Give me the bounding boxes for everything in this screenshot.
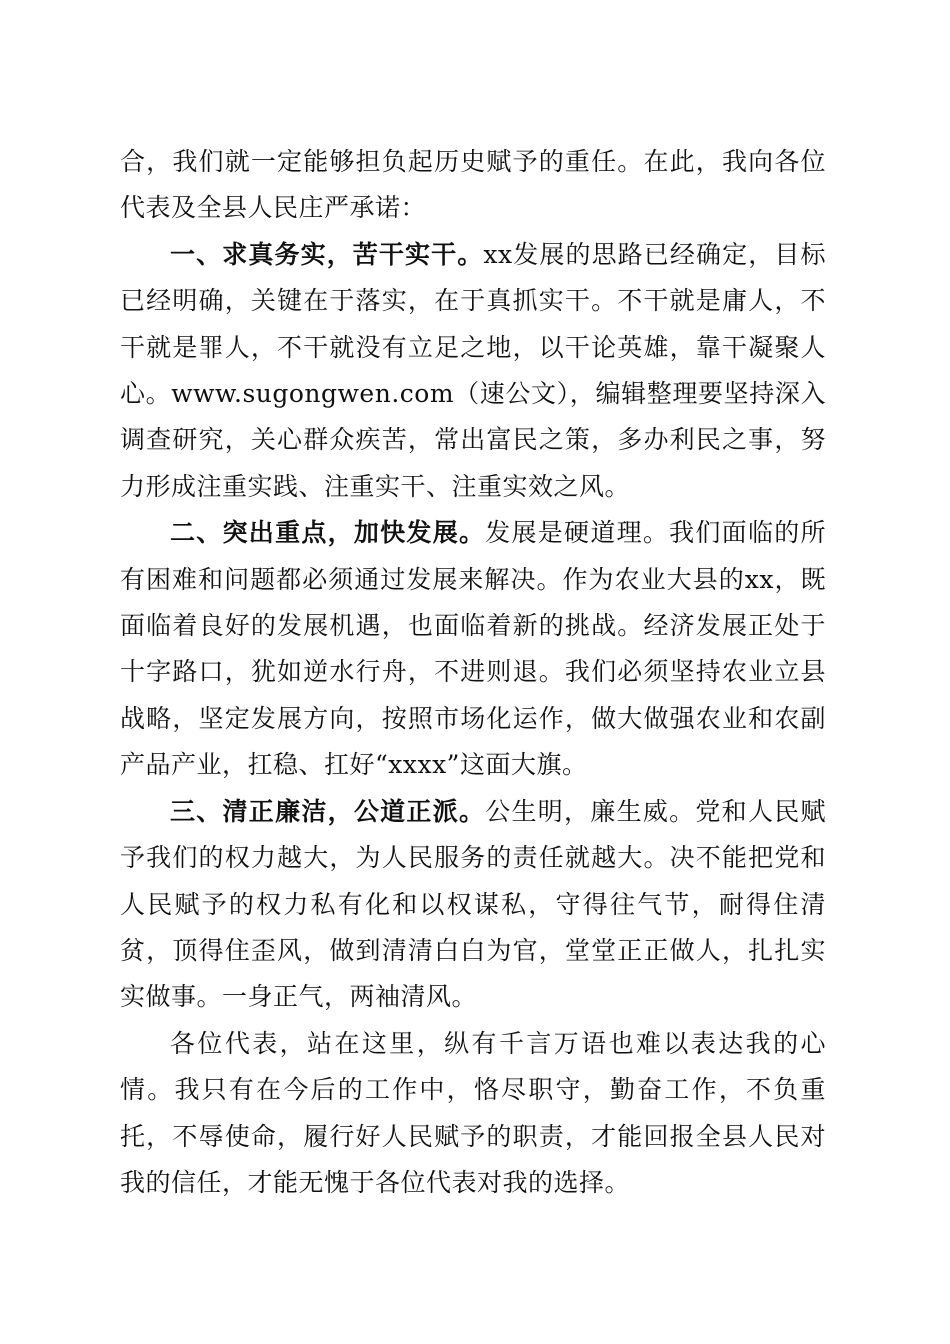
paragraph-heading: 二、突出重点，加快发展。: [170, 518, 486, 548]
paragraph-closing: [120, 1021, 826, 1207]
paragraph-commitment-2: [120, 510, 826, 788]
paragraph-text: 合，我们就一定能够担负起历史赋予的重任。在此，我向各位代表及全县人民庄严承诺：: [120, 147, 826, 223]
paragraph-text: xx发展的思路已经确定，目标已经明确，关键在于落实，在于真抓实干。不干就是庸人，不干就是罪人，不干就没有立足之地，以干论英雄，靠干凝聚人心。www.sugongwen.com（速公文），编辑整理要坚持深入调查研究，关心群众疾苦，常出富民之策，多办利民之事，努力形成注重实践、注重实干、注重实效之风。: [120, 239, 826, 501]
paragraph-commitment-1: [120, 232, 826, 510]
document-body: [120, 139, 826, 1206]
paragraph-commitment-3: [120, 789, 826, 1021]
paragraph-text: 各位代表，站在这里，纵有千言万语也难以表达我的心情。我只有在今后的工作中，恪尽职守，勤奋工作，不负重托，不辱使命，履行好人民赋予的职责，才能回报全县人民对我的信任，才能无愧于各位代表对我的选择。: [120, 1028, 826, 1197]
paragraph-text: 发展是硬道理。我们面临的所有困难和问题都必须通过发展来解决。作为农业大县的xx，既面临着良好的发展机遇，也面临着新的挑战。经济发展正处于十字路口，犹如逆水行舟，不进则退。我们必须坚持农业立县战略，坚定发展方向，按照市场化运作，做大做强农业和农副产品产业，扛稳、扛好“xxxx”这面大旗。: [120, 518, 826, 780]
paragraph-heading: 一、求真务实，苦干实干。: [170, 239, 484, 269]
paragraph-heading: 三、清正廉洁，公道正派。: [170, 796, 486, 826]
paragraph-opening: [120, 139, 826, 232]
paragraph-text: 公生明，廉生威。党和人民赋予我们的权力越大，为人民服务的责任就越大。决不能把党和人民赋予的权力私有化和以权谋私，守得往气节，耐得住清贫，顶得住歪风，做到清清白白为官，堂堂正正做人，扎扎实实做事。一身正气，两袖清风。: [120, 796, 826, 1012]
